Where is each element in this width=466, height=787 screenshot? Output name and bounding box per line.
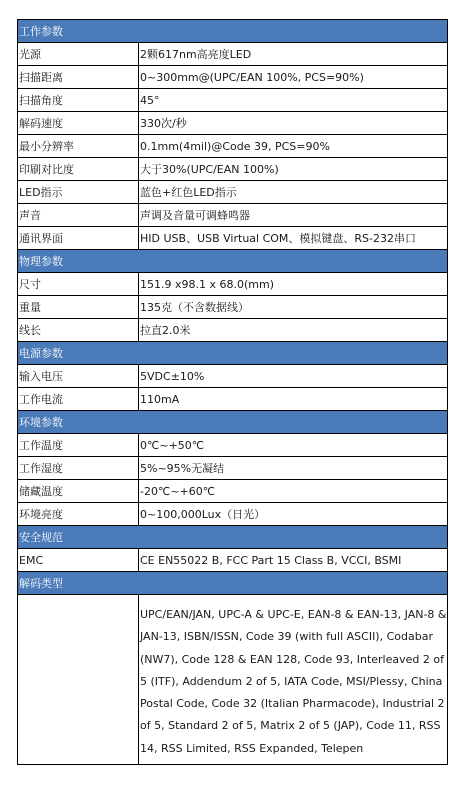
spec-value: 45° — [139, 89, 448, 112]
spec-row — [18, 158, 448, 181]
spec-value: CE EN55022 B, FCC Part 15 Class B, VCCI, BSMI — [139, 549, 448, 572]
section-title: 电源参数 — [18, 342, 448, 365]
spec-table-body — [18, 20, 448, 765]
spec-row — [18, 112, 448, 135]
spec-label: LED指示 — [18, 181, 139, 204]
spec-label: 尺寸 — [18, 273, 139, 296]
spec-value: 5%~95%无凝结 — [139, 457, 448, 480]
section-title: 解码类型 — [18, 572, 448, 595]
spec-row — [18, 549, 448, 572]
section-header-row — [18, 411, 448, 434]
spec-row — [18, 227, 448, 250]
spec-label: 光源 — [18, 43, 139, 66]
spec-row — [18, 480, 448, 503]
spec-value: 110mA — [139, 388, 448, 411]
spec-row — [18, 365, 448, 388]
spec-value: 大于30%(UPC/EAN 100%) — [139, 158, 448, 181]
spec-row — [18, 89, 448, 112]
section-header-row — [18, 250, 448, 273]
spec-row — [18, 388, 448, 411]
spec-row — [18, 434, 448, 457]
spec-value: 5VDC±10% — [139, 365, 448, 388]
section-header-row — [18, 526, 448, 549]
spec-label: 重量 — [18, 296, 139, 319]
spec-row — [18, 503, 448, 526]
spec-label: 环境亮度 — [18, 503, 139, 526]
spec-row — [18, 66, 448, 89]
spec-table — [17, 19, 448, 765]
spec-label — [18, 595, 139, 765]
spec-value: UPC/EAN/JAN, UPC-A & UPC-E, EAN-8 & EAN-13, JAN-8 & JAN-13, ISBN/ISSN, Code 39 (with full ASCII), Codabar (NW7), Code 128 & EAN 128, Code 93, Interleaved 2 of 5 (ITF), Addendum 2 of 5, IATA Code, MSI/Plessy, China Postal Code, Code 32 (Italian Pharmacode), Industrial 2 of 5, Standard 2 of 5, Matrix 2 of 5 (JAP), Code 11, RSS 14, RSS Limited, RSS Expanded, Telepen — [139, 595, 448, 765]
spec-label: 解码速度 — [18, 112, 139, 135]
spec-row — [18, 296, 448, 319]
spec-label: 扫描角度 — [18, 89, 139, 112]
spec-value: HID USB、USB Virtual COM、模拟键盘、RS-232串口 — [139, 227, 448, 250]
spec-value: 2颗617nm高亮度LED — [139, 43, 448, 66]
spec-row — [18, 43, 448, 66]
spec-value: 330次/秒 — [139, 112, 448, 135]
spec-row — [18, 204, 448, 227]
spec-label: 线长 — [18, 319, 139, 342]
spec-value: 拉直2.0米 — [139, 319, 448, 342]
spec-value: 0~300mm@(UPC/EAN 100%, PCS=90%) — [139, 66, 448, 89]
section-header-row — [18, 572, 448, 595]
section-title: 物理参数 — [18, 250, 448, 273]
spec-value: 135克（不含数据线） — [139, 296, 448, 319]
spec-label: 最小分辨率 — [18, 135, 139, 158]
spec-label: 扫描距离 — [18, 66, 139, 89]
spec-value: 0.1mm(4mil)@Code 39, PCS=90% — [139, 135, 448, 158]
spec-value: 声调及音量可调蜂鸣器 — [139, 204, 448, 227]
spec-value: -20℃~+60℃ — [139, 480, 448, 503]
spec-row — [18, 181, 448, 204]
spec-row — [18, 595, 448, 765]
section-header-row — [18, 20, 448, 43]
spec-row — [18, 457, 448, 480]
spec-value: 151.9 x98.1 x 68.0(mm) — [139, 273, 448, 296]
section-header-row — [18, 342, 448, 365]
spec-label: 输入电压 — [18, 365, 139, 388]
spec-value: 0~100,000Lux（日光） — [139, 503, 448, 526]
spec-value: 0℃~+50℃ — [139, 434, 448, 457]
spec-value: 蓝色+红色LED指示 — [139, 181, 448, 204]
spec-label: 工作湿度 — [18, 457, 139, 480]
section-title: 工作参数 — [18, 20, 448, 43]
section-title: 安全规范 — [18, 526, 448, 549]
spec-row — [18, 273, 448, 296]
spec-label: 工作电流 — [18, 388, 139, 411]
spec-label: 通讯界面 — [18, 227, 139, 250]
spec-label: 工作温度 — [18, 434, 139, 457]
spec-row — [18, 319, 448, 342]
section-title: 环境参数 — [18, 411, 448, 434]
spec-label: 声音 — [18, 204, 139, 227]
spec-label: EMC — [18, 549, 139, 572]
spec-label: 储藏温度 — [18, 480, 139, 503]
spec-label: 印刷对比度 — [18, 158, 139, 181]
spec-row — [18, 135, 448, 158]
